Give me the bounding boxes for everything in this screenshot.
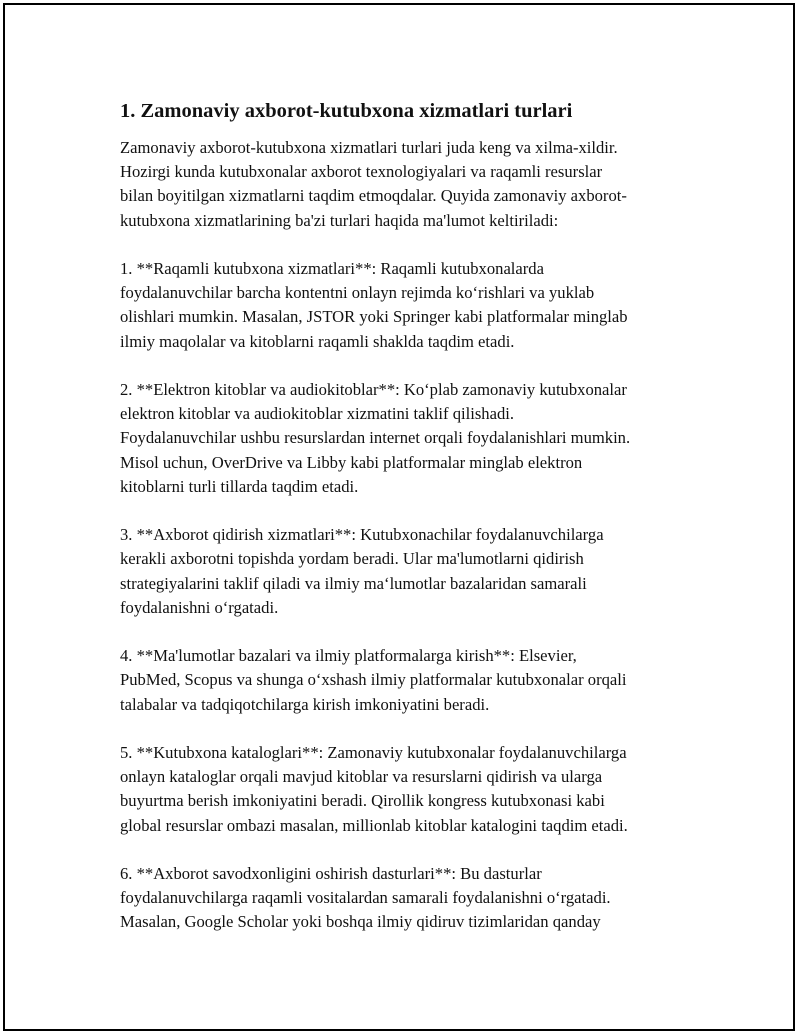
text-line: Misol uchun, OverDrive va Libby kabi platformalar minglab elektron xyxy=(120,452,583,472)
text-line: kerakli axborotni topishda yordam beradi. Ular ma'lumotlarni qidirish xyxy=(120,549,584,569)
text-line: global resurslar ombazi masalan, millionlab kitoblar katalogini taqdim etadi. xyxy=(120,815,628,835)
text-line: olishlari mumkin. Masalan, JSTOR yoki Springer kabi platformalar minglab xyxy=(120,307,628,327)
text-line: bilan boyitilgan xizmatlarni taqdim etmoqdalar. Quyida zamonaviy axborot- xyxy=(120,186,627,206)
text-line: foydalanuvchilarga raqamli vositalardan samarali foydalanishni oʻrgatadi. xyxy=(120,888,611,908)
text-line: 4. **Ma'lumotlar bazalari va ilmiy platformalarga kirish**: Elsevier, xyxy=(120,646,577,666)
text-line: 3. **Axborot qidirish xizmatlari**: Kutubxonachilar foydalanuvchilarga xyxy=(120,525,604,545)
text-line: Masalan, Google Scholar yoki boshqa ilmiy qidiruv tizimlaridan qanday xyxy=(120,912,601,932)
text-line: kitoblarni turli tillarda taqdim etadi. xyxy=(120,476,359,496)
section-heading: 1. Zamonaviy axborot-kutubxona xizmatlari turlari xyxy=(120,100,573,122)
text-line: onlayn kataloglar orqali mavjud kitoblar va resurslarni qidirish va ularga xyxy=(120,767,603,787)
list-item-catalogs xyxy=(120,741,695,838)
list-item-databases xyxy=(120,644,695,717)
text-line: foydalanishni oʻrgatadi. xyxy=(120,597,279,617)
document-body xyxy=(120,98,695,959)
text-line: 1. **Raqamli kutubxona xizmatlari**: Raqamli kutubxonalarda xyxy=(120,259,544,278)
list-item-digital-library xyxy=(120,257,695,354)
text-line: ilmiy maqolalar va kitoblarni raqamli shaklda taqdim etadi. xyxy=(120,331,515,351)
text-line: 6. **Axborot savodxonligini oshirish dasturlari**: Bu dasturlar xyxy=(120,864,542,883)
text-line: 2. **Elektron kitoblar va audiokitoblar**: Koʻplab zamonaviy kutubxonalar xyxy=(120,380,627,399)
page-frame xyxy=(3,3,795,1031)
text-line: talabalar va tadqiqotchilarga kirish imkoniyatini beradi. xyxy=(120,694,490,714)
list-item-information-search xyxy=(120,523,695,620)
text-line: PubMed, Scopus va shunga oʻxshash ilmiy platformalar kutubxonalar orqali xyxy=(120,670,627,690)
text-line: Zamonaviy axborot-kutubxona xizmatlari turlari juda keng va xilma-xildir. xyxy=(120,138,618,157)
text-line: elektron kitoblar va audiokitoblar xizmatini taklif qilishadi. xyxy=(120,404,515,424)
text-line: Foydalanuvchilar ushbu resurslardan internet orqali foydalanishlari mumkin. xyxy=(120,428,631,448)
list-item-ebooks xyxy=(120,378,695,499)
text-line: buyurtma berish imkoniyatini beradi. Qirollik kongress kutubxonasi kabi xyxy=(120,791,605,811)
list-item-information-literacy xyxy=(120,862,695,935)
text-line: kutubxona xizmatlarining ba'zi turlari haqida ma'lumot keltiriladi: xyxy=(120,210,559,230)
text-line: strategiyalarini taklif qiladi va ilmiy maʻlumotlar bazalaridan samarali xyxy=(120,573,587,593)
intro-paragraph xyxy=(120,136,695,233)
text-line: Hozirgi kunda kutubxonalar axborot texnologiyalari va raqamli resurslar xyxy=(120,162,603,182)
text-line: foydalanuvchilar barcha kontentni onlayn rejimda koʻrishlari va yuklab xyxy=(120,283,595,303)
text-line: 5. **Kutubxona kataloglari**: Zamonaviy kutubxonalar foydalanuvchilarga xyxy=(120,743,627,762)
